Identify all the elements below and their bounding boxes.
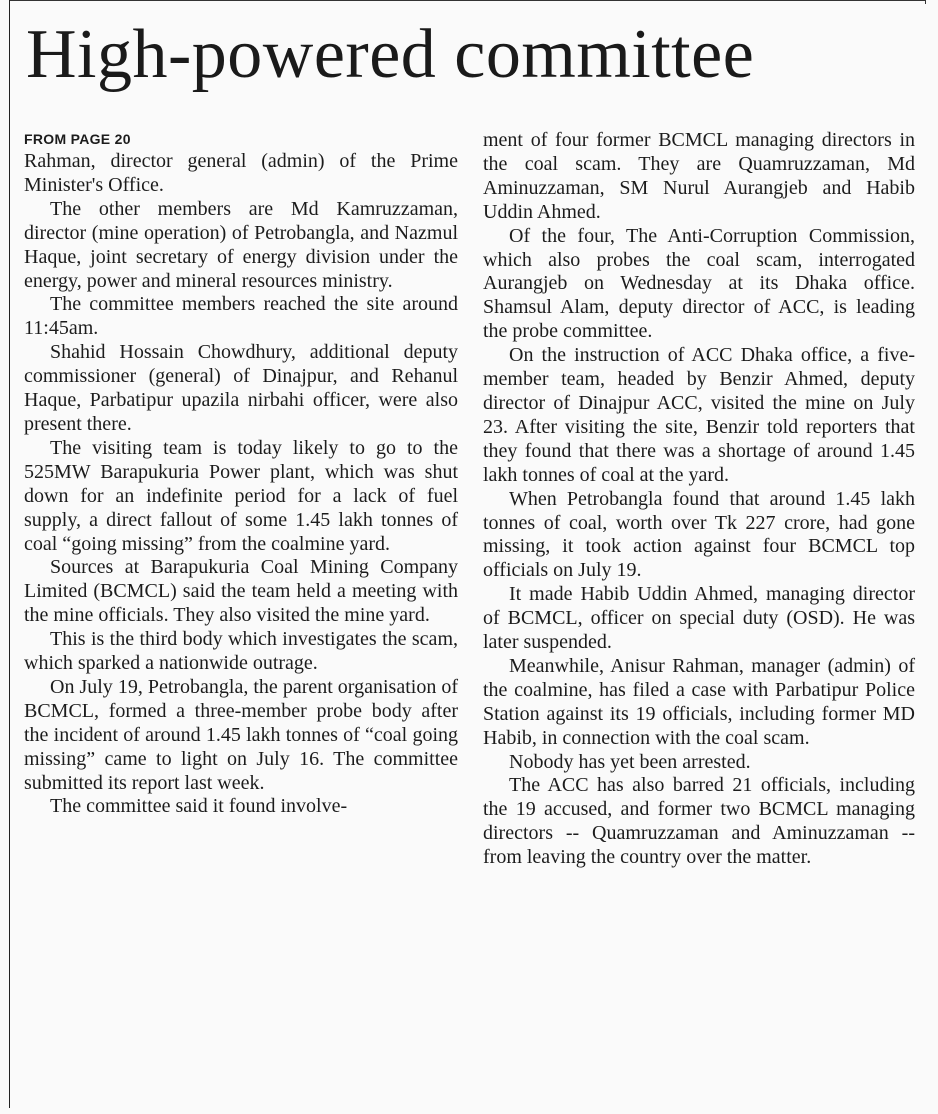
paragraph: Meanwhile, Anisur Rahman, manager (admin) of the coalmine, has filed a case with Parbatipur Police Station against its 19 officials, including former MD Habib, in connection with the coal scam.	[483, 654, 915, 749]
column-rule-left	[9, 0, 10, 1108]
paragraph: Rahman, director general (admin) of the Prime Minister's Office.	[24, 150, 458, 196]
top-rule	[9, 0, 926, 1]
paragraph: This is the third body which investigates the scam, which sparked a nationwide outrage.	[24, 628, 458, 675]
paragraph: ment of four former BCMCL managing directors in the coal scam. They are Quamruzzaman, Md Aminuzzaman, SM Nurul Aurangjeb and Habib Uddin Ahmed.	[483, 129, 915, 223]
paragraph: It made Habib Uddin Ahmed, managing director of BCMCL, officer on special duty (OSD). He was later suspended.	[483, 583, 915, 654]
paragraph: The other members are Md Kamruzzaman, director (mine operation) of Petrobangla, and Nazmul Haque, joint secretary of energy division under the energy, power and mineral resources ministry.	[24, 197, 458, 292]
corner-tick	[925, 0, 926, 4]
paragraph: The committee members reached the site around 11:45am.	[24, 293, 458, 340]
headline: High-powered committee	[26, 16, 755, 93]
paragraph: The committee said it found involve-	[50, 795, 348, 818]
article-column-right	[483, 129, 915, 870]
jump-line: FROM PAGE 20	[24, 131, 131, 147]
paragraph: When Petrobangla found that around 1.45 lakh tonnes of coal, worth over Tk 227 crore, had gone missing, it took action against four BCMCL top officials on July 19.	[483, 487, 915, 582]
paragraph: Shahid Hossain Chowdhury, additional deputy commissioner (general) of Dinajpur, and Rehanul Haque, Parbatipur upazila nirbahi officer, were also present there.	[24, 341, 458, 435]
paragraph: On July 19, Petrobangla, the parent organisation of BCMCL, formed a three-member probe body after the incident of around 1.45 lakh tonnes of “coal going missing” came to light on July 16. The committee submitted its report last week.	[24, 675, 458, 794]
paragraph: The visiting team is today likely to go to the 525MW Barapukuria Power plant, which was shut down for an indefinite period for a lack of fuel supply, a direct fallout of some 1.45 lakh tonnes of coal “going missing” from the coalmine yard.	[24, 436, 458, 555]
paragraph: Nobody has yet been arrested.	[509, 750, 751, 773]
article-column-left	[24, 129, 458, 819]
paragraph: The ACC has also barred 21 officials, including the 19 accused, and former two BCMCL managing directors -- Quamruzzaman and Aminuzzaman -- from leaving the country over the matter.	[483, 774, 915, 869]
paragraph: Of the four, The Anti-Corruption Commission, which also probes the coal scam, interrogated Aurangjeb on Wednesday at its Dhaka office. Shamsul Alam, deputy director of ACC, is leading the probe committee.	[483, 224, 915, 343]
paragraph: On the instruction of ACC Dhaka office, a five-member team, headed by Benzir Ahmed, deputy director of Dinajpur ACC, visited the mine on July 23. After visiting the site, Benzir told reporters that they found that there was a shortage of around 1.45 lakh tonnes of coal at the yard.	[483, 344, 915, 486]
paragraph: Sources at Barapukuria Coal Mining Company Limited (BCMCL) said the team held a meeting with the mine officials. They also visited the mine yard.	[24, 556, 458, 627]
